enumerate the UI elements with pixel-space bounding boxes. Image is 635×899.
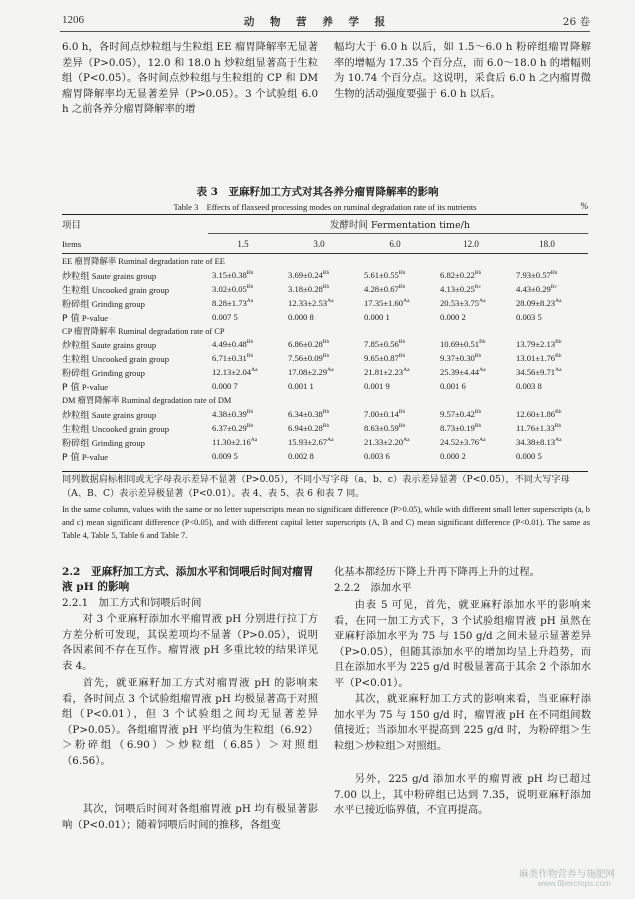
header-rule [60,31,590,32]
table-note-zh: 同列数据肩标相同或无字母表示差异不显著（P>0.05），不同小写字母（a、b、c）表示差异显著（P<0.05），不同大写字母（A、B、C）表示差异极显著（P<0.01）。表 4、表 5、表 6 和表 7 同。 [62,474,570,499]
cell-superscript: Aa [327,437,334,444]
section-heading-2-2-1: 2.2.1 加工方式和饲喂后时间 [62,597,202,609]
cell-value: 4.28±0.67 [364,283,399,294]
cell-superscript: Bb [246,353,254,360]
cell-value: 0.000 2 [440,451,466,462]
cell-value: 0.009 5 [212,451,238,462]
cell-value: 24.52±3.76 [440,437,480,448]
cell-value: 6.71±0.31 [212,353,247,364]
cell-superscript: Aa [555,297,562,304]
table-cell [512,296,588,310]
table-cell [208,296,284,310]
cell-superscript: Bb [474,409,482,416]
col-header-time-5: 18.0 [539,239,555,249]
cell-superscript: Bb [398,353,406,360]
cell-superscript: Bb [474,269,482,276]
table-caption-en: Table 3 Effects of flaxseed processing modes on ruminal degradation rate of its nutrients [173,203,477,212]
watermark-text: 麻类作物营养与施肥网 [519,869,615,880]
cell-value: 10.69±0.51 [440,339,480,350]
cell-superscript: Aa [555,437,562,444]
cell-value: 15.93±2.67 [288,437,328,448]
cell-value: 0.000 8 [288,311,314,322]
cell-value: 21.81±2.23 [364,367,404,378]
col-header-time-2: 3.0 [313,239,325,249]
row-label [62,337,208,351]
table-cell [436,421,512,435]
col-header-time-4: 12.0 [463,239,479,249]
cell-superscript: Bc [474,283,481,290]
cell-superscript: Bb [398,423,406,430]
table-cell [208,365,284,379]
table-cell [360,310,436,324]
cell-value: 21.33±2.20 [364,437,404,448]
section-title: EE 瘤胃降解率 Ruminal degradation rate of EE [62,256,225,266]
table-cell [360,365,436,379]
row-label-zh: 炒粒组 [62,270,90,282]
table-cell [436,337,512,351]
cell-value: 7.00±0.14 [364,409,399,420]
paragraph-left-3: 其次，饲喂后时间对各组瘤胃液 pH 均有极显著影响（P<0.01）；随着饲喂后时间的推移，各组变 [62,803,318,831]
col-header-time-1: 1.5 [237,239,249,249]
cell-superscript: Bb [474,423,482,430]
table-cell [512,379,588,393]
table-cell [360,337,436,351]
cell-value: 0.001 6 [440,381,466,392]
table-cell [360,421,436,435]
section-title: CP 瘤胃降解率 Ruminal degradation rate of CP [62,326,225,336]
table-row [62,337,588,351]
cell-value: 12.60±1.86 [516,409,556,420]
cell-value: 0.001 1 [288,381,314,392]
table-cell [360,296,436,310]
cell-superscript: Aa [246,297,254,304]
row-label-zh: 生粒组 [62,354,90,366]
table-cell [436,449,512,463]
cell-superscript: Aa [479,437,486,444]
table-cell [208,407,284,421]
cell-superscript: Bb [322,339,330,346]
cell-superscript: Aa [251,367,258,374]
table-cell [284,421,360,435]
row-label-en: Grinding group [91,298,145,309]
table-cell [208,379,284,393]
table-cell [436,435,512,449]
row-label [62,365,208,379]
table-cell [436,268,512,282]
row-label [62,379,208,393]
table-cell [360,268,436,282]
cell-superscript: Aa [250,437,258,444]
cell-superscript: Bb [554,423,562,430]
cell-superscript: Bb [555,339,562,346]
table-cell [512,449,588,463]
row-label-zh: 粉碎组 [62,438,90,450]
cell-value: 8.63±0.59 [364,423,399,434]
row-label-en: Saute grains group [91,410,157,421]
cell-value: 13.01±1.76 [516,353,556,364]
table-cell [436,365,512,379]
cell-superscript: Aa [479,367,486,374]
cell-value: 6.86±0.28 [288,339,323,350]
table-cell [284,351,360,365]
table-cell [360,282,436,296]
cell-value: 4.13±0.25 [440,283,475,294]
table-cell [284,282,360,296]
table-row [62,310,588,324]
table-caption-zh: 表 3 亚麻籽加工方式对其各养分瘤胃降解率的影响 [196,186,439,198]
table-cell [512,365,588,379]
cell-value: 9.65±0.87 [364,353,399,364]
table-cell [512,407,588,421]
cell-superscript: Bb [555,409,562,416]
cell-value: 3.02±0.05 [212,283,247,294]
table-row [62,282,588,296]
cell-value: 11.76±1.33 [516,423,555,434]
cell-superscript: Aa [327,367,334,374]
table-cell [436,282,512,296]
table-cell [208,449,284,463]
cell-value: 0.003 8 [516,381,542,392]
row-label-zh: 炒粒组 [62,340,90,352]
cell-superscript: Bb [322,269,330,276]
cell-superscript: Bb [246,283,254,290]
table-note-en: In the same column, values with the same or no letter superscripts mean no significant difference (P>0.05), while with different small letter superscripts (a, b and c) mean significant difference (P<0.05), and with different capital letter superscripts (A, B and C) mean significant difference (P<0.01). The same as Table 4, Table 5, Table 6 and Table 7. [62,505,590,541]
cell-value: 6.82±0.22 [440,269,475,280]
row-label [62,449,208,463]
table-cell [360,435,436,449]
cell-value: 34.56±9.71 [516,367,556,378]
table-row [62,296,588,310]
table-cell [208,421,284,435]
table-cell [436,296,512,310]
row-label-zh: 粉碎组 [62,298,90,310]
table-cell [284,310,360,324]
cell-value: 5.61±0.55 [364,269,399,280]
cell-superscript: Bb [246,269,254,276]
table-row [62,449,588,463]
cell-value: 28.09±8.23 [516,297,556,308]
table-row [62,379,588,393]
table-cell [208,268,284,282]
row-label [62,282,208,296]
page-number: 1206 [62,14,84,26]
paragraph-right-3: 其次，就亚麻籽加工方式的影响来看，当亚麻籽添加水平为 75 与 150 g/d 时，瘤胃液 pH 在不同组间数值接近；当添加水平提高到 225 g/d 时，为粉碎组＞生粒组＞炒粒组＞对照组。 [334,693,591,752]
cell-value: 6.94±0.28 [288,423,323,434]
table-cell [208,337,284,351]
row-label-en: P-value [81,382,109,393]
table-row [62,407,588,421]
table-cell [360,379,436,393]
cell-value: 0.003 5 [516,311,542,322]
row-label [62,296,208,310]
paragraph-right-1: 化基本都经历下降上升再下降再上升的过程。 [334,566,540,578]
cell-value: 25.39±4.44 [440,367,480,378]
cell-superscript: Bb [322,423,330,430]
row-label-zh: 炒粒组 [62,410,90,422]
cell-value: 9.37±0.30 [440,353,475,364]
cell-superscript: Bb [246,409,254,416]
cell-value: 0.000 5 [516,451,542,462]
cell-superscript: Bb [322,283,330,290]
table-section-header [62,324,588,338]
table-row [62,421,588,435]
cell-value: 7.93±0.57 [516,269,551,280]
cell-value: 6.37±0.29 [212,423,247,434]
cell-value: 6.34±0.38 [288,409,323,420]
cell-value: 3.69±0.24 [288,269,323,280]
table-row [62,365,588,379]
paragraph-left-1: 对 3 个亚麻籽添加水平瘤胃液 pH 分别进行拉丁方方差分析可发现，其误差项均不显著（P>0.05），说明各因素间不存在互作。瘤胃液 pH 多重比较的结果详见表 4。 [62,613,318,672]
cell-value: 4.43±0.29 [516,283,551,294]
cell-value: 7.56±0.09 [288,353,323,364]
table-cell [208,435,284,449]
table-cell [284,296,360,310]
row-label-zh: 粉碎组 [62,368,90,380]
table-cell [208,282,284,296]
paragraph-right-2: 由表 5 可见，首先，就亚麻籽添加水平的影响来看，在同一加工方式下，3 个试验组瘤胃液 pH 虽然在亚麻籽添加水平为 75 与 150 g/d 之间未显示显著差异（P>0.05），但随其添加水平的增加均呈上升趋势，而且在添加水平为 225 g/d 时极显著高于其余 2 个添加水平（P<0.01）。 [334,599,591,689]
cell-value: 4.38±0.39 [212,409,247,420]
table-cell [360,449,436,463]
row-label [62,421,208,435]
cell-superscript: Bb [322,409,330,416]
table-subhead-rule [208,233,588,234]
cell-value: 8.28±1.73 [212,297,247,308]
cell-value: 0.002 8 [288,451,314,462]
cell-value: 12.13±2.04 [212,367,252,378]
cell-value: 0.000 1 [364,311,390,322]
table-items-zh: 项目 [62,220,82,231]
row-label-zh: 生粒组 [62,284,90,296]
cell-value: 4.49±0.48 [212,339,247,350]
cell-value: 3.18±0.28 [288,283,323,294]
cell-value: 0.001 9 [364,381,390,392]
cell-superscript: Bb [398,409,406,416]
row-label [62,351,208,365]
cell-value: 0.000 2 [440,311,466,322]
degradation-table [62,254,588,463]
table-unit: % [580,201,588,211]
table-bottom-rule [62,471,588,472]
table-items-en: Items [62,239,82,249]
table-cell [436,351,512,365]
table-row [62,351,588,365]
cell-value: 7.85±0.56 [364,339,399,350]
row-label-en: Grinding group [91,438,145,449]
table-row [62,435,588,449]
row-label-en: Uncooked grain group [91,424,170,435]
volume-label: 26 卷 [562,16,590,28]
cell-superscript: Bb [398,269,406,276]
row-label-zh: P 值 [62,312,80,324]
cell-superscript: Aa [555,367,562,374]
table-cell [284,407,360,421]
cell-value: 20.53±3.75 [440,297,480,308]
cell-superscript: Aa [479,297,486,304]
body-text-top-right: 幅均大于 6.0 h 以后，如 1.5～6.0 h 粉碎组瘤胃降解率的增幅为 17.35 个百分点，而 6.0～18.0 h 的增幅则为 10.74 个百分点。这说明，采食后 6.0 h 之内瘤胃微生物的活动强度要强于 6.0 h 以后。 [334,41,591,100]
cell-value: 34.38±8.13 [516,437,556,448]
cell-value: 17.08±2.29 [288,367,328,378]
table-cell [436,407,512,421]
cell-superscript: Aa [403,437,410,444]
section-title: DM 瘤胃降解率 Ruminal degradation rate of DM [62,396,232,406]
cell-value: 12.33±2.53 [288,297,328,308]
watermark-url: www.fibercrops.com [537,879,611,888]
table-cell [512,268,588,282]
row-label-zh: P 值 [62,382,80,394]
cell-superscript: Bb [398,339,406,346]
cell-superscript: Bb [474,353,482,360]
table-cell [512,282,588,296]
row-label-en: Uncooked grain group [91,354,170,365]
cell-superscript: Aa [327,297,334,304]
cell-superscript: Bc [550,283,557,290]
cell-value: 13.79±2.13 [516,339,556,350]
cell-value: 9.57±0.42 [440,409,475,420]
section-heading-2-2-2: 2.2.2 添加水平 [334,582,412,594]
table-section-header [62,393,588,407]
row-label [62,407,208,421]
col-header-time-3: 6.0 [389,239,401,249]
row-label-zh: P 值 [62,452,80,464]
table-cell [512,310,588,324]
cell-value: 17.35±1.60 [364,297,404,308]
cell-value: 8.73±0.19 [440,423,475,434]
table-cell [512,421,588,435]
paragraph-left-2: 首先，就亚麻籽加工方式对瘤胃液 pH 的影响来看，各时间点 3 个试验组瘤胃液 pH 均极显著高于对照组（P<0.01），但 3 个试验组之间均无显著差异（P>0.05）。各组瘤胃液 pH 平均值为生粒组（6.92）＞粉碎组（6.90）＞炒粒组（6.85）＞对照组（6.56）。 [62,677,318,767]
table-cell [436,310,512,324]
cell-value: 11.30±2.16 [212,437,251,448]
row-label-zh: 生粒组 [62,424,90,436]
table-cell [512,337,588,351]
cell-superscript: Aa [403,367,410,374]
row-label-en: Saute grains group [91,340,157,351]
table-cell [436,379,512,393]
row-label-en: Uncooked grain group [91,284,170,295]
cell-superscript: Bb [550,269,558,276]
table-cell [360,351,436,365]
cell-superscript: Aa [403,297,410,304]
cell-value: 0.003 6 [364,451,390,462]
table-cell [208,310,284,324]
table-row [62,268,588,282]
table-cell [284,365,360,379]
table-cell [284,435,360,449]
cell-value: 0.000 7 [212,381,238,392]
paragraph-right-4: 另外，225 g/d 添加水平的瘤胃液 pH 均已超过 7.00 以上，其中粉碎组已达到 7.35，说明亚麻籽添加水平已接近临界值，不宜再提高。 [334,773,591,817]
cell-value: 0.007 5 [212,311,238,322]
cell-superscript: Bb [322,353,330,360]
table-cell [284,379,360,393]
row-label-en: P-value [81,312,109,323]
cell-superscript: Bb [555,353,562,360]
table-cell [284,337,360,351]
cell-value: 3.15±0.38 [212,269,247,280]
cell-superscript: Bb [479,339,486,346]
table-cell [208,351,284,365]
row-label [62,310,208,324]
row-label-en: P-value [81,452,109,463]
cell-superscript: Bb [246,339,254,346]
row-label [62,435,208,449]
cell-superscript: Bb [398,283,406,290]
cell-superscript: Bb [246,423,254,430]
table-section-header [62,254,588,268]
table-cell [360,407,436,421]
table-top-rule [62,214,588,215]
row-label [62,268,208,282]
table-cell [284,268,360,282]
journal-title: 动 物 营 养 学 报 [243,16,392,28]
row-label-en: Grinding group [91,368,145,379]
row-label-en: Saute grains group [91,270,157,281]
table-cell [512,435,588,449]
section-heading-2-2: 2.2 亚麻籽加工方式、添加水平和饲喂后时间对瘤胃液 pH 的影响 [62,566,314,593]
body-text-top-left: 6.0 h，各时间点炒粒组与生粒组 EE 瘤胃降解率无显著差异（P>0.05），12.0 和 18.0 h 炒粒组显著高于生粒组（P<0.05）。各时间点炒粒组与生粒组的 CP 和 DM 瘤胃降解率均无显著差异（P>0.05）。3 个试验组 6.0 h 之前各养分瘤胃降解率的增 [62,41,318,116]
table-cell [284,449,360,463]
table-cell [512,351,588,365]
table-time-header: 发酵时间 Fermentation time/h [330,220,471,231]
